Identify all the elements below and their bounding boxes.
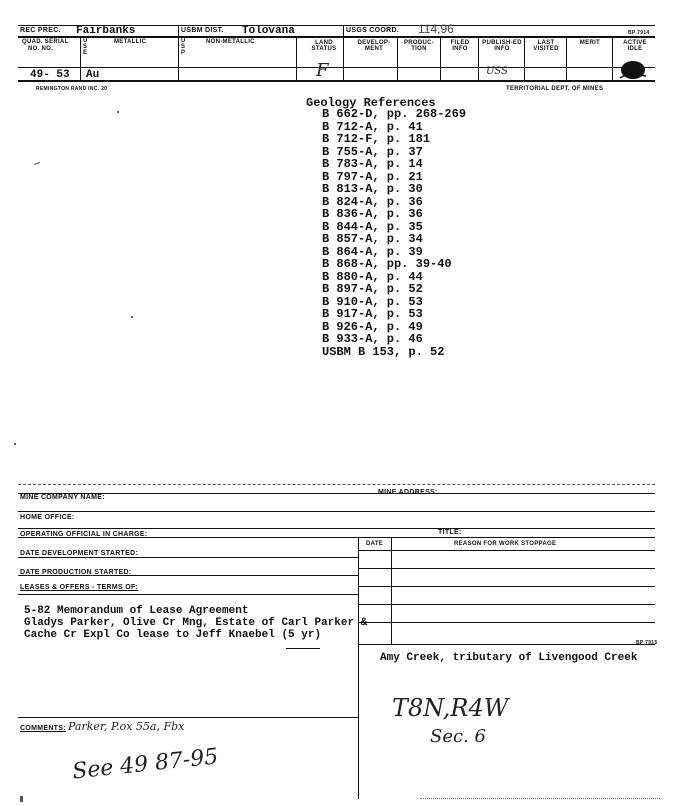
section-number: Sec. 6 xyxy=(430,726,486,747)
location-description: Amy Creek, tributary of Livengood Creek xyxy=(380,652,638,664)
metallic-e: E xyxy=(83,50,88,56)
geology-reference: B 917-A, p. 53 xyxy=(322,307,423,321)
reason-stoppage-label: REASON FOR WORK STOPPAGE xyxy=(454,541,557,547)
see-note: See 49 87-95 xyxy=(71,744,220,785)
development-label: DEVELOP-MENT xyxy=(357,40,391,52)
comments-label: COMMENTS: xyxy=(20,725,66,732)
geology-reference: B 933-A, p. 46 xyxy=(322,332,423,346)
home-office-label: HOME OFFICE: xyxy=(20,514,75,521)
quad-serial-value: 49- 53 xyxy=(30,69,70,81)
nonmetallic-u: U xyxy=(181,38,186,44)
lease-line: Gladys Parker, Olive Cr Mng, Estate of Carl Parker & xyxy=(24,617,368,629)
published-info-label: PUBLISH-ED INFO xyxy=(482,40,522,52)
lease-line: Cache Cr Expl Co lease to Jeff Knaebel (5 yr) xyxy=(24,629,322,641)
non-metallic-label: NON-METALLIC xyxy=(206,39,255,45)
geology-reference: B 712-A, p. 41 xyxy=(322,119,423,134)
form-code-top: BP 7914 xyxy=(628,30,650,36)
territorial-label: TERRITORIAL DEPT. OF MINES xyxy=(506,86,604,92)
leases-label: LEASES & OFFERS - TERMS OF: xyxy=(20,584,139,591)
mine-address-label: MINE ADDRESS: xyxy=(378,489,438,496)
geology-reference: B 712-F, p. 181 xyxy=(322,132,431,146)
metallic-s: S xyxy=(83,44,88,50)
printer-label: REMINGTON RAND INC. 20 xyxy=(36,86,108,92)
operating-official-label: OPERATING OFFICIAL IN CHARGE: xyxy=(20,531,148,538)
geology-reference-list xyxy=(322,108,466,358)
rec-prec-label: REC PREC. xyxy=(20,27,61,34)
stray-mark xyxy=(117,111,119,113)
land-status-value: F xyxy=(316,60,329,81)
merit-label: MERIT xyxy=(579,40,601,46)
comments-value: Parker, P.ox 55a, Fbx xyxy=(68,720,185,733)
geology-reference: B 813-A, p. 30 xyxy=(322,182,423,196)
date-label: DATE xyxy=(366,541,384,547)
geology-reference: B 844-A, p. 35 xyxy=(322,219,423,234)
geology-reference: B 783-A, p. 14 xyxy=(322,157,423,171)
metallic-label: METALLIC xyxy=(114,39,147,45)
stray-mark xyxy=(34,162,40,165)
stray-mark xyxy=(14,443,16,445)
mine-company-name-label: MINE COMPANY NAME: xyxy=(20,494,105,501)
date-development-label: DATE DEVELOPMENT STARTED: xyxy=(20,550,139,557)
nonmetallic-p: P xyxy=(181,50,186,56)
geology-reference: B 836-A, p. 36 xyxy=(322,207,423,221)
geology-reference: USBM B 153, p. 52 xyxy=(322,344,445,359)
geology-reference: B 926-A, p. 49 xyxy=(322,319,423,334)
geology-reference: B 755-A, p. 37 xyxy=(322,144,423,159)
stray-mark xyxy=(131,316,133,318)
active-idle-label: ACTIVE IDLE xyxy=(623,40,647,52)
geology-reference: B 797-A, p. 21 xyxy=(322,169,423,184)
geology-reference: B 897-A, p. 52 xyxy=(322,282,423,296)
form-code-bottom: BP 7915 xyxy=(636,640,658,646)
land-status-label: LAND STATUS xyxy=(311,40,337,52)
usbm-dist-value: Tolovana xyxy=(242,25,295,37)
township-range: T8N,R4W xyxy=(392,694,509,722)
usbm-dist-label: USBM DIST. xyxy=(181,27,224,34)
published-value: USS xyxy=(486,66,508,77)
geology-reference: B 880-A, p. 44 xyxy=(322,269,423,284)
rec-prec-value: Fairbanks xyxy=(76,25,136,37)
filed-info-label: FILED INFO xyxy=(450,40,470,52)
no-no-label: NO. NO. xyxy=(28,46,54,52)
quad-serial-label: QUAD. SERIAL xyxy=(22,39,69,45)
geology-reference: B 864-A, p. 39 xyxy=(322,244,423,259)
metallic-value: Au xyxy=(86,69,100,81)
geology-reference: B 857-A, p. 34 xyxy=(322,232,423,246)
title-label: TITLE: xyxy=(438,529,462,536)
usgs-coord-label: USGS COORD. xyxy=(346,27,400,34)
last-visited-label: LAST VISITED xyxy=(533,40,559,52)
lease-terms xyxy=(24,605,367,641)
geology-title: Geology References xyxy=(306,96,436,110)
date-production-label: DATE PRODUCTION STARTED: xyxy=(20,569,132,576)
nonmetallic-s: S xyxy=(181,44,186,50)
geology-reference: B 868-A, pp. 39-40 xyxy=(322,257,452,271)
lease-line: 5-82 Memorandum of Lease Agreement xyxy=(24,605,249,617)
metallic-u: U xyxy=(83,38,88,44)
geology-reference: B 662-D, pp. 268-269 xyxy=(322,107,467,121)
geology-reference: B 910-A, p. 53 xyxy=(322,294,423,309)
active-mark-icon xyxy=(618,58,648,80)
production-label: PRODUC-TION xyxy=(403,40,435,52)
usgs-coord-value: 114,96 xyxy=(418,22,454,36)
geology-reference: B 824-A, p. 36 xyxy=(322,194,423,209)
